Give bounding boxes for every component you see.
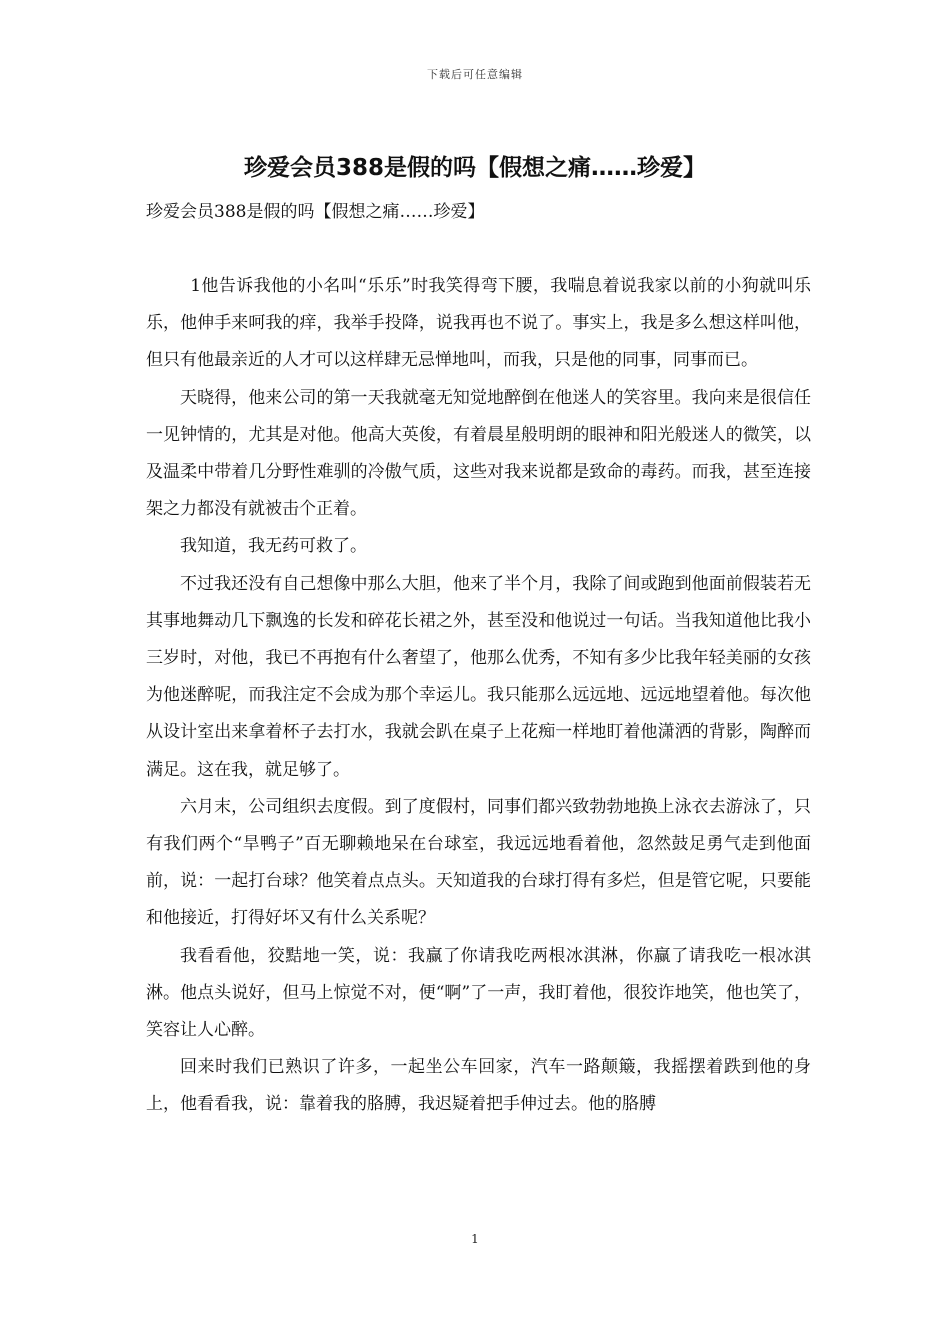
paragraph: 天晓得，他来公司的第一天我就毫无知觉地醉倒在他迷人的笑容里。我向来是很信任一见钟情的，尤其是对他。他高大英俊，有着晨星般明朗的眼神和阳光般迷人的微笑，以及温柔中带着几分野性难驯的冷傲气质，这些对我来说都是致命的毒药。而我，甚至连接架之力都没有就被击个正着。 [146, 387, 811, 520]
paragraph: 我看看他，狡黠地一笑，说：我赢了你请我吃两根冰淇淋，你赢了请我吃一根冰淇淋。他点头说好，但马上惊觉不对，便“啊”了一声，我盯着他，很狡诈地笑，他也笑了，笑容让人心醉。 [146, 945, 811, 1041]
paragraph: 不过我还没有自己想像中那么大胆，他来了半个月，我除了间或跑到他面前假装若无其事地舞动几下飘逸的长发和碎花长裙之外，甚至没和他说过一句话。当我知道他比我小三岁时，对他，我已不再抱有什么奢望了，他那么优秀，不知有多少比我年轻美丽的女孩为他迷醉呢，而我注定不会成为那个幸运儿。我只能那么远远地、远远地望着他。每次他从设计室出来拿着杯子去打水，我就会趴在桌子上花痴一样地盯着他潇洒的背影，陶醉而满足。这在我，就足够了。 [146, 573, 811, 780]
paragraph: 回来时我们已熟识了许多，一起坐公车回家，汽车一路颠簸，我摇摆着跌到他的身上，他看看我，说：靠着我的胳膊，我迟疑着把手伸过去。他的胳膊 [146, 1057, 811, 1115]
paragraph: 我知道，我无药可救了。 [180, 536, 367, 557]
document-subtitle: 珍爱会员388是假的吗【假想之痛……珍爱】 [146, 202, 485, 222]
page-number: 1 [471, 1232, 479, 1246]
page-header: 下载后可任意编辑 [427, 68, 523, 81]
paragraph: 1他告诉我他的小名叫“乐乐”时我笑得弯下腰，我喘息着说我家以前的小狗就叫乐乐，他伸手来呵我的痒，我举手投降，说我再也不说了。事实上，我是多么想这样叫他，但只有他最亲近的人才可以这样肆无忌惮地叫，而我，只是他的同事，同事而已。 [146, 276, 811, 371]
paragraph: 六月末，公司组织去度假。到了度假村，同事们都兴致勃勃地换上泳衣去游泳了，只有我们两个“旱鸭子”百无聊赖地呆在台球室，我远远地看着他，忽然鼓足勇气走到他面前，说：一起打台球？他笑着点点头。天知道我的台球打得有多烂，但是管它呢，只要能和他接近，打得好坏又有什么关系呢？ [146, 796, 811, 929]
document-title: 珍爱会员388是假的吗【假想之痛……珍爱】 [243, 155, 706, 181]
document-body [146, 268, 811, 1124]
